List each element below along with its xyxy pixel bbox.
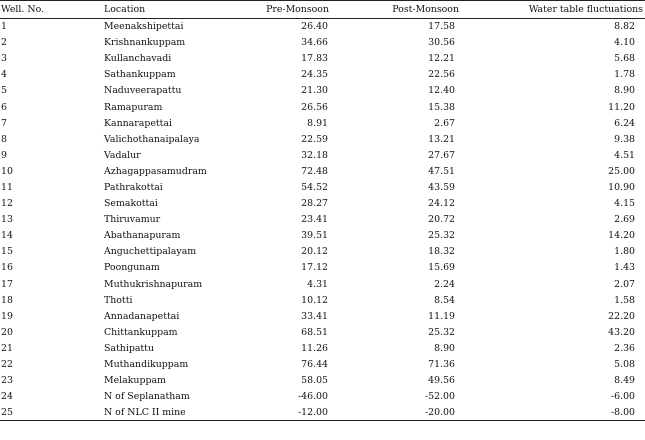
well-no-cell: 6 [1,101,7,113]
fluctuation-cell: 4.51 [614,149,635,161]
header-post-monsoon: Post-Monsoon [373,1,515,19]
pre-monsoon-cell: 20.12 [301,246,328,258]
table-row [0,83,645,99]
table-row [0,356,645,372]
fluctuation-cell: -6.00 [610,391,635,403]
location-cell: N of Seplanatham [104,391,190,403]
table-row [0,35,645,51]
post-monsoon-cell: 43.59 [428,181,455,193]
table-row [0,260,645,276]
pre-monsoon-cell: 32.18 [301,149,328,161]
post-monsoon-cell: 2.24 [434,278,455,290]
location-cell: Kannarapettai [104,117,173,129]
pre-monsoon-cell: 24.35 [301,69,328,81]
location-cell: Annadanapettai [104,310,180,322]
table-row [0,67,645,83]
post-monsoon-cell: -52.00 [424,391,455,403]
post-monsoon-cell: 18.32 [428,246,455,258]
table-row [0,115,645,131]
post-monsoon-cell: 12.40 [428,85,455,97]
well-no-cell: 14 [1,230,13,242]
well-no-cell: 20 [1,326,13,338]
post-monsoon-cell: 13.21 [428,133,455,145]
location-cell: Muthandikuppam [104,359,189,371]
pre-monsoon-cell: -12.00 [240,405,373,421]
post-monsoon-cell: 20.72 [428,214,455,226]
post-monsoon-cell: 71.36 [428,359,455,371]
pre-monsoon-cell: 76.44 [301,359,328,371]
table-row [0,276,645,292]
location-cell: Muthukrishnapuram [104,278,203,290]
location-cell: Valichothanaipalaya [104,133,200,145]
well-no-cell: 17 [1,278,13,290]
well-no-cell: 10 [1,165,13,177]
location-cell: Azhagappasamudram [104,165,207,177]
post-monsoon-cell: 27.67 [428,149,455,161]
fluctuation-cell: 6.24 [614,117,635,129]
well-no-cell: 1 [1,21,7,33]
well-no-cell: 3 [1,53,7,65]
pre-monsoon-cell: 8.91 [307,117,328,129]
location-cell: Sathipattu [104,342,154,354]
pre-monsoon-cell: -46.00 [297,391,328,403]
table-row [0,212,645,228]
post-monsoon-cell: 30.56 [428,37,455,49]
location-cell: Ramapuram [104,101,163,113]
post-monsoon-cell: 11.19 [428,310,455,322]
location-cell: N of NLC II mine [90,405,240,421]
location-cell: Sathankuppam [104,69,176,81]
fluctuation-cell: 1.58 [614,294,635,306]
fluctuation-cell: 10.90 [608,181,635,193]
fluctuation-cell: 25.00 [608,165,635,177]
pre-monsoon-cell: 21.30 [301,85,328,97]
table-body [0,19,645,421]
table-row [0,324,645,340]
pre-monsoon-cell: 54.52 [301,181,328,193]
pre-monsoon-cell: 17.12 [301,262,328,274]
location-cell: Kullanchavadi [104,53,172,65]
post-monsoon-cell: 25.32 [428,230,455,242]
fluctuation-cell: 1.80 [614,246,635,258]
fluctuation-cell: 14.20 [608,230,635,242]
location-cell: Pathrakottai [104,181,163,193]
pre-monsoon-cell: 68.51 [301,326,328,338]
table-row [0,179,645,195]
location-cell: Krishnankuppam [104,37,186,49]
header-well-no: Well. No. [0,1,90,19]
location-cell: Vadalur [104,149,141,161]
post-monsoon-cell: 15.38 [428,101,455,113]
table-row [0,99,645,115]
pre-monsoon-cell: 11.26 [301,342,328,354]
pre-monsoon-cell: 23.41 [301,214,328,226]
table-row [0,228,645,244]
well-no-cell: 5 [1,85,7,97]
pre-monsoon-cell: 34.66 [301,37,328,49]
location-cell: Thiruvamur [104,214,161,226]
post-monsoon-cell: 25.32 [428,326,455,338]
fluctuation-cell: 4.15 [614,198,635,210]
fluctuation-cell: 5.08 [614,359,635,371]
fluctuation-cell: 9.38 [614,133,635,145]
well-no-cell: 9 [1,149,7,161]
location-cell: Melakuppam [104,375,166,387]
well-no-cell: 12 [1,198,13,210]
pre-monsoon-cell: 26.40 [301,21,328,33]
post-monsoon-cell: -20.00 [373,405,515,421]
post-monsoon-cell: 17.58 [428,21,455,33]
table-row [0,196,645,212]
fluctuation-cell: 2.07 [614,278,635,290]
header-location: Location [90,1,240,19]
post-monsoon-cell: 12.21 [428,53,455,65]
post-monsoon-cell: 22.56 [428,69,455,81]
table-row [0,244,645,260]
table-row [0,405,645,421]
location-cell: Anguchettipalayam [104,246,197,258]
pre-monsoon-cell: 33.41 [301,310,328,322]
post-monsoon-cell: 2.67 [434,117,455,129]
pre-monsoon-cell: 58.05 [301,375,328,387]
well-no-cell: 11 [1,181,13,193]
location-cell: Meenakshipettai [104,21,184,33]
table-row [0,292,645,308]
table-row [0,147,645,163]
location-cell: Chittankuppam [104,326,178,338]
well-no-cell: 4 [1,69,7,81]
table-row [0,373,645,389]
well-no-cell: 24 [1,391,13,403]
fluctuation-cell: 2.69 [614,214,635,226]
well-no-cell: 15 [1,246,13,258]
table-row [0,131,645,147]
fluctuation-cell: 8.90 [614,85,635,97]
well-no-cell: 8 [1,133,7,145]
location-cell: Semakottai [104,198,158,210]
table-row [0,163,645,179]
fluctuation-cell: 8.49 [614,375,635,387]
pre-monsoon-cell: 17.83 [301,53,328,65]
location-cell: Poongunam [104,262,160,274]
location-cell: Naduveerapattu [104,85,182,97]
pre-monsoon-cell: 72.48 [301,165,328,177]
fluctuation-cell: 2.36 [614,342,635,354]
fluctuation-cell: 5.68 [614,53,635,65]
table-row [0,308,645,324]
fluctuation-cell: 43.20 [608,326,635,338]
pre-monsoon-cell: 4.31 [307,278,328,290]
fluctuation-cell: 22.20 [608,310,635,322]
well-no-cell: 13 [1,214,13,226]
post-monsoon-cell: 8.54 [434,294,455,306]
fluctuation-cell: 4.10 [614,37,635,49]
fluctuation-cell: 8.82 [614,21,635,33]
fluctuation-cell: -8.00 [515,405,645,421]
well-no-cell: 7 [1,117,7,129]
location-cell: Thotti [104,294,133,306]
well-no-cell: 25 [0,405,90,421]
post-monsoon-cell: 24.12 [428,198,455,210]
post-monsoon-cell: 8.90 [434,342,455,354]
table-header-row [0,1,645,19]
well-no-cell: 18 [1,294,13,306]
well-no-cell: 21 [1,342,13,354]
pre-monsoon-cell: 28.27 [301,198,328,210]
header-water-table-fluctuations: Water table fluctuations [515,1,645,19]
well-no-cell: 16 [1,262,13,274]
header-pre-monsoon: Pre-Monsoon [240,1,373,19]
table-row [0,51,645,67]
well-no-cell: 2 [1,37,7,49]
table-row [0,389,645,405]
post-monsoon-cell: 47.51 [428,165,455,177]
well-no-cell: 23 [1,375,13,387]
table-row [0,19,645,35]
pre-monsoon-cell: 39.51 [301,230,328,242]
pre-monsoon-cell: 10.12 [301,294,328,306]
table-row [0,340,645,356]
fluctuation-cell: 1.78 [614,69,635,81]
post-monsoon-cell: 15.69 [428,262,455,274]
location-cell: Abathanapuram [104,230,181,242]
fluctuation-cell: 11.20 [608,101,635,113]
fluctuation-cell: 1.43 [614,262,635,274]
pre-monsoon-cell: 26.56 [301,101,328,113]
well-no-cell: 19 [1,310,13,322]
pre-monsoon-cell: 22.59 [301,133,328,145]
post-monsoon-cell: 49.56 [428,375,455,387]
well-no-cell: 22 [1,359,13,371]
